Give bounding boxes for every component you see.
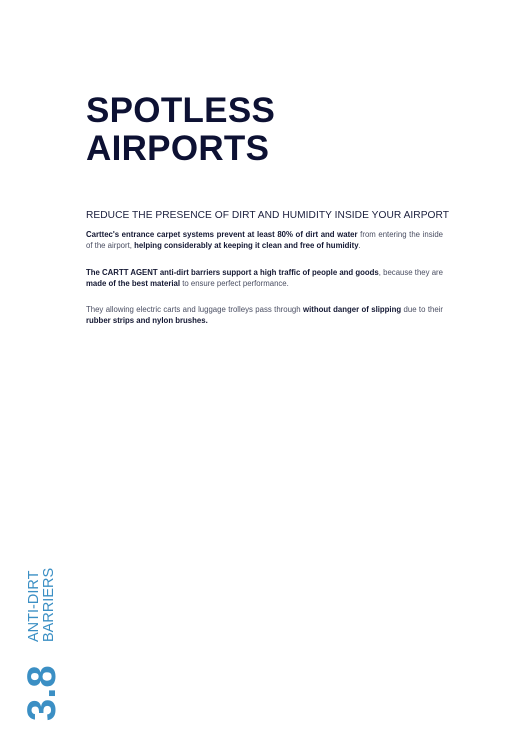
paragraph-3 <box>86 304 443 326</box>
section-label-line-2: BARRIERS <box>41 567 57 642</box>
paragraph-1-segment-3: . <box>358 241 361 250</box>
section-number: 3.8 <box>20 665 64 721</box>
title-line-2: AIRPORTS <box>86 129 270 168</box>
paragraph-2 <box>86 267 443 289</box>
paragraph-2-segment-1: , because they are <box>378 268 443 277</box>
section-label-line-1: ANTI-DIRT <box>26 570 42 642</box>
paragraph-1-segment-0: Carttec's entrance carpet systems prevent at least 80% of dirt and water <box>86 230 358 239</box>
paragraph-3-segment-3: rubber strips and nylon brushes. <box>86 316 208 325</box>
title-line-1: SPOTLESS <box>86 91 276 130</box>
paragraph-2-segment-2: made of the best material <box>86 279 181 288</box>
paragraph-2-segment-0: The CARTT AGENT anti-dirt barriers support a high traffic of people and goods <box>86 268 379 277</box>
page-subtitle: REDUCE THE PRESENCE OF DIRT AND HUMIDITY INSIDE YOUR AIRPORT <box>86 210 450 221</box>
paragraph-1-segment-2: helping considerably at keeping it clean and free of humidity <box>134 241 359 250</box>
paragraph-1-segment-1: from entering the inside of the airport, <box>86 230 443 250</box>
page-title <box>86 92 275 168</box>
paragraph-3-segment-0: They allowing electric carts and luggage trolleys pass through <box>86 305 303 314</box>
paragraph-1 <box>86 229 443 251</box>
paragraph-2-segment-3: to ensure perfect performance. <box>180 279 289 288</box>
section-label <box>27 568 57 642</box>
paragraph-3-segment-1: without danger of slipping <box>303 305 402 314</box>
paragraph-3-segment-2: due to their <box>401 305 443 314</box>
